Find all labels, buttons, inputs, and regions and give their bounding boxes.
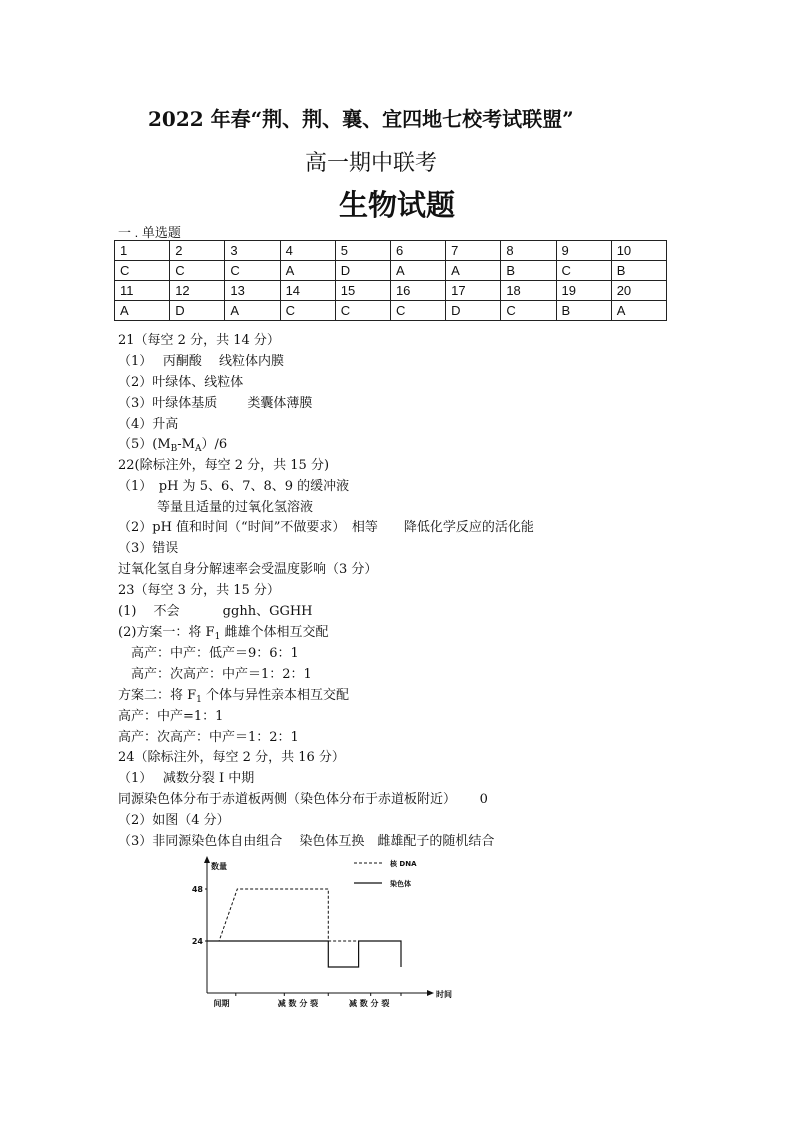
answer-cell: 16 <box>390 281 445 301</box>
chromosome-series-line <box>207 941 401 967</box>
answer-line: 22(除标注外，每空 2 分，共 15 分) <box>118 458 330 473</box>
exam-subtitle: 高一期中联考 <box>305 151 438 176</box>
answer-cell: B <box>556 301 611 321</box>
answer-cell: D <box>446 301 501 321</box>
answer-cell: 15 <box>335 281 390 301</box>
legend-chromosome-label: 染色体 <box>390 880 411 888</box>
phase-label: 间期 <box>213 999 230 1008</box>
legend-dna-label: 核 DNA <box>390 860 417 868</box>
answer-line: 24（除标注外，每空 2 分，共 16 分） <box>118 750 345 765</box>
x-axis-label: 时间 <box>436 990 452 999</box>
x-axis-arrow <box>427 990 434 996</box>
answer-cell: A <box>115 301 170 321</box>
answer-line: 同源染色体分布于赤道板两侧（染色体分布于赤道板附近） 0 <box>118 792 488 807</box>
answer-line: （2）pH 值和时间（“时间”不做要求） 相等 降低化学反应的活化能 <box>118 520 534 535</box>
answer-cell: 10 <box>611 241 666 261</box>
exam-union-title: 2022 年春“荆、荆、襄、宜四地七校考试联盟” <box>148 107 574 131</box>
answer-line: (1) 不会 gghh、GGHH <box>118 604 313 619</box>
answer-line: （2）叶绿体、线粒体 <box>118 375 244 390</box>
answer-cell: C <box>225 261 280 281</box>
answer-cell: 18 <box>501 281 556 301</box>
answer-cell: 9 <box>556 241 611 261</box>
answer-row <box>115 301 667 321</box>
y-tick-label: 48 <box>191 885 203 894</box>
answer-line: （2）如图（4 分） <box>118 813 230 828</box>
y-axis-arrow <box>204 856 210 863</box>
answer-row <box>115 241 667 261</box>
phase-label: 减 数 分 裂 <box>277 999 319 1008</box>
answer-line: 过氧化氢自身分解速率会受温度影响（3 分） <box>118 562 378 577</box>
answer-cell: 19 <box>556 281 611 301</box>
answer-cell: 5 <box>335 241 390 261</box>
answer-line: (2)方案一：将 $F_1$ 雌雄个体相互交配 <box>118 625 329 642</box>
answer-line: （3）错误 <box>118 541 179 556</box>
answer-cell: 1 <box>115 241 170 261</box>
answer-line: （1） pH 为 5、6、7、8、9 的缓冲液 <box>118 479 350 494</box>
subject-title: 生物试题 <box>338 188 455 222</box>
answer-line: 高产：次高产：中产＝1：2：1 <box>118 730 299 745</box>
answer-cell: C <box>335 301 390 321</box>
answer-cell: 11 <box>115 281 170 301</box>
answer-line: 方案二：将 $F_1$ 个体与异性亲本相互交配 <box>118 688 350 705</box>
answer-cell: 8 <box>501 241 556 261</box>
answer-line: 21（每空 2 分，共 14 分） <box>118 333 280 348</box>
dna-series-line <box>207 889 401 967</box>
answer-line: （1） 减数分裂 I 中期 <box>118 771 255 786</box>
answer-line: （1） 丙酮酸 线粒体内膜 <box>118 354 285 369</box>
answer-cell: C <box>390 301 445 321</box>
answer-cell: A <box>446 261 501 281</box>
answer-line: （4）升高 <box>118 417 179 432</box>
answer-cell: 14 <box>280 281 335 301</box>
answer-cell: 6 <box>390 241 445 261</box>
answer-cell: 12 <box>170 281 225 301</box>
answer-cell: A <box>280 261 335 281</box>
answer-cell: 13 <box>225 281 280 301</box>
answer-cell: B <box>611 261 666 281</box>
answer-line: 23（每空 3 分，共 15 分） <box>118 583 280 598</box>
chromosome-dna-chart <box>180 850 452 1010</box>
answer-cell: C <box>556 261 611 281</box>
answer-table <box>114 240 667 321</box>
phase-label: 减 数 分 裂 <box>348 999 390 1008</box>
answer-cell: B <box>501 261 556 281</box>
answer-cell: D <box>335 261 390 281</box>
answer-cell: 4 <box>280 241 335 261</box>
answer-cell: 17 <box>446 281 501 301</box>
y-tick-label: 24 <box>191 937 203 946</box>
answer-line: （3）非同源染色体自由组合 染色体互换 雌雄配子的随机结合 <box>118 834 495 849</box>
answer-cell: 20 <box>611 281 666 301</box>
answer-line: （3）叶绿体基质 类囊体薄膜 <box>118 396 313 411</box>
section-label: 一 . 单选题 <box>118 225 181 240</box>
answer-line: 高产：中产：低产＝9：6：1 <box>118 646 299 661</box>
answer-cell: C <box>501 301 556 321</box>
answer-line: 高产：中产=1：1 <box>118 709 224 724</box>
answer-cell: D <box>170 301 225 321</box>
answer-cell: C <box>170 261 225 281</box>
answer-cell: 2 <box>170 241 225 261</box>
answer-cell: 7 <box>446 241 501 261</box>
answer-row <box>115 281 667 301</box>
answer-cell: A <box>225 301 280 321</box>
answer-cell: A <box>390 261 445 281</box>
answer-cell: 3 <box>225 241 280 261</box>
answer-cell: A <box>611 301 666 321</box>
answer-line: 高产：次高产：中产＝1：2：1 <box>118 667 312 682</box>
answer-line: $(5)(M_B-M_A)/6$ <box>118 437 228 454</box>
answer-row <box>115 261 667 281</box>
y-axis-label: 数量 <box>211 862 227 871</box>
answer-line: 等量且适量的过氧化氢溶液 <box>118 500 314 515</box>
answer-cell: C <box>280 301 335 321</box>
answer-cell: C <box>115 261 170 281</box>
